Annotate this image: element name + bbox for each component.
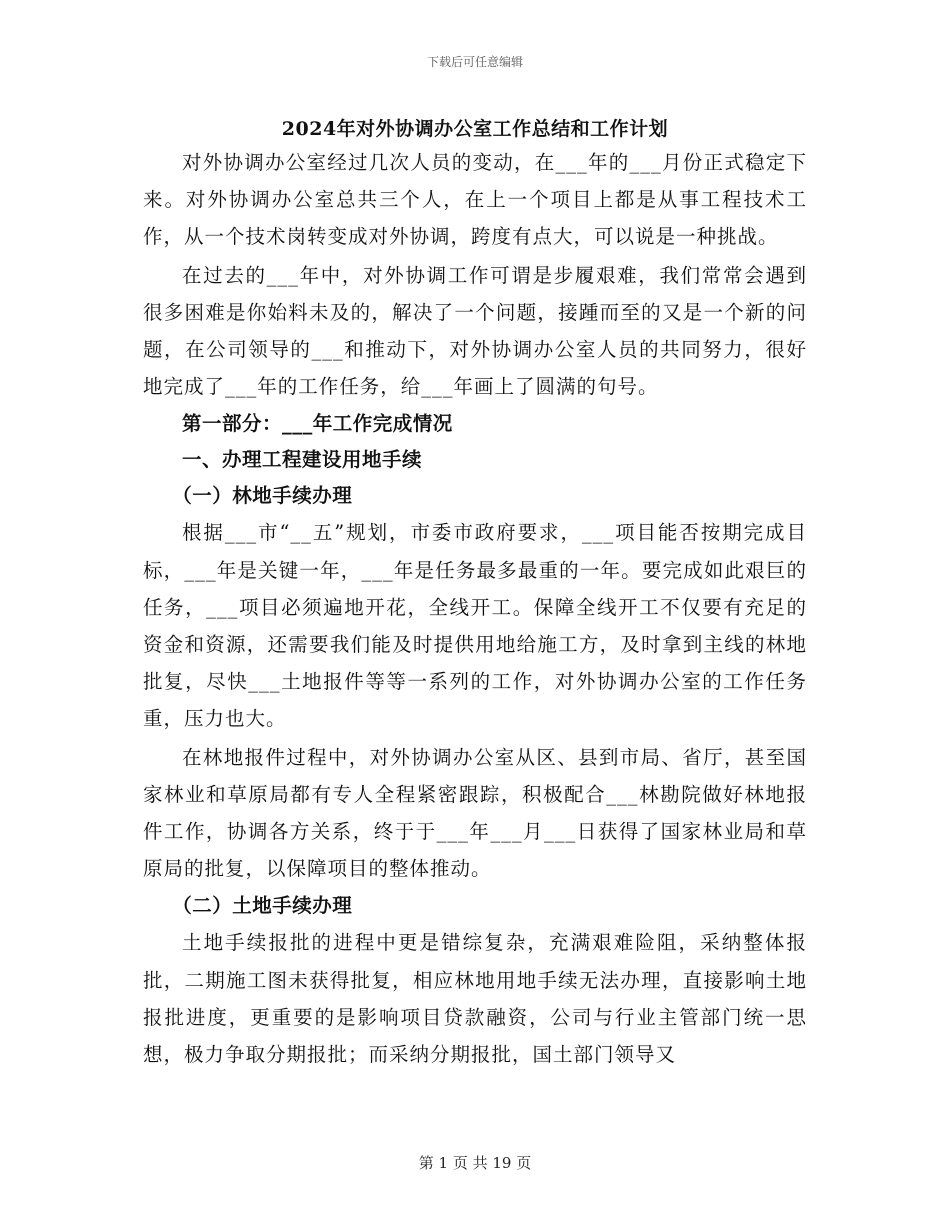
heading-forest-land: （一）林地手续办理 (172, 484, 353, 508)
paragraph-intro: 对外协调办公室经过几次人员的变动，在___年的___月份正式稳定下来。对外协调办公室总共三个人，在上一个项目上都是从事工程技术工作，从一个技术岗转变成对外协调，跨度有点大，可以说是一种挑战。 (143, 151, 807, 249)
paragraph-review: 在过去的___年中，对外协调工作可谓是步履艰难，我们常常会遇到很多困难是你始料未及的，解决了一个问题，接踵而至的又是一个新的问题，在公司领导的___和推动下，对外协调办公室人员的共同努力，很好地完成了___年的工作任务，给___年画上了圆满的句号。 (143, 263, 807, 399)
page-footer: 第 1 页 共 19 页 (418, 1154, 532, 1172)
paragraph-forest-report: 在林地报件过程中，对外协调办公室从区、县到市局、省厅，甚至国家林业和草原局都有专人全程紧密跟踪，积极配合___林勘院做好林地报件工作，协调各方关系，终于于___年___月___日获得了国家林业局和草原局的批复，以保障项目的整体推动。 (143, 745, 807, 881)
paragraph-land-approval: 土地手续报批的进程中更是错综复杂，充满艰难险阻，采纳整体报批，二期施工图未获得批复，相应林地用地手续无法办理，直接影响土地报批进度，更重要的是影响项目贷款融资，公司与行业主管部门统一思想，极力争取分期报批；而采纳分期报批，国土部门领导又 (143, 931, 807, 1067)
heading-section-one: 一、办理工程建设用地手续 (182, 448, 423, 472)
heading-part-one: 第一部分：___年工作完成情况 (182, 412, 453, 436)
document-title: 2024年对外协调办公室工作总结和工作计划 (281, 118, 669, 140)
paragraph-plan: 根据___市“__五”规划，市委市政府要求，___项目能否按期完成目标，___年是关键一年，___年是任务最多最重的一年。要完成如此艰巨的任务，___项目必须遍地开花，全线开工。保障全线开工不仅要有充足的资金和资源，还需要我们能及时提供用地给施工方，及时拿到主线的林地批复，尽快___土地报件等等一系列的工作，对外协调办公室的工作任务重，压力也大。 (143, 521, 807, 731)
header-note: 下载后可任意编辑 (426, 55, 523, 69)
document-body (143, 114, 807, 1074)
heading-land: （二）土地手续办理 (172, 894, 353, 918)
